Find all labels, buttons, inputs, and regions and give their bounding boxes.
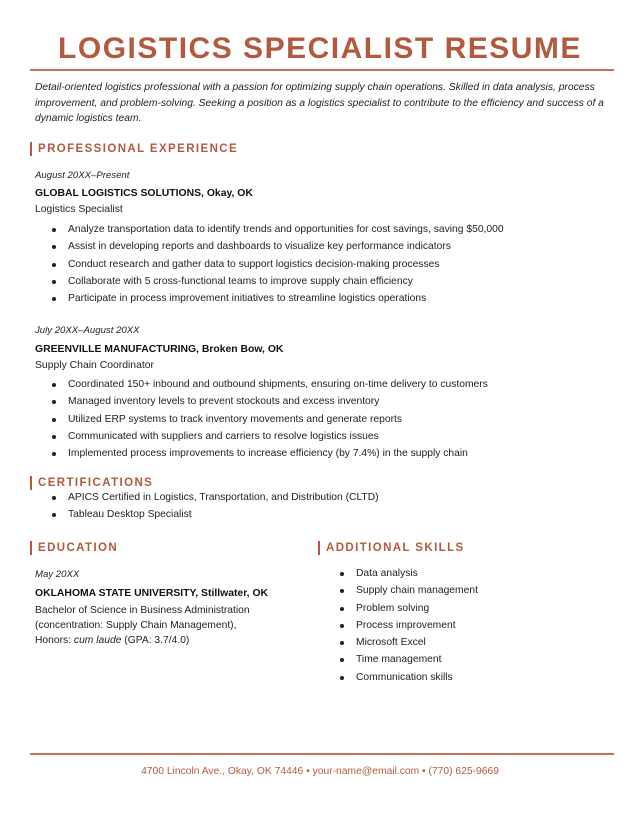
- list-item: Conduct research and gather data to support logistics decision-making processes: [52, 256, 504, 273]
- certifications-list: [52, 489, 379, 524]
- list-item: Communication skills: [340, 669, 478, 686]
- top-divider: [30, 69, 614, 71]
- list-item: Time management: [340, 651, 478, 668]
- honors-latin: cum laude: [73, 635, 122, 646]
- job-2-employer: GREENVILLE MANUFACTURING, Broken Bow, OK: [35, 344, 284, 355]
- education-heading: EDUCATION: [30, 541, 118, 555]
- list-item: Problem solving: [340, 600, 478, 617]
- education-honors: [35, 633, 250, 648]
- honors-gpa: (GPA: 3.7/4.0): [121, 635, 190, 646]
- job-2-dates: July 20XX–August 20XX: [35, 325, 140, 336]
- resume-title: LOGISTICS SPECIALIST RESUME: [58, 32, 582, 65]
- footer-email[interactable]: your-name@email.com: [312, 766, 420, 777]
- list-item: Microsoft Excel: [340, 634, 478, 651]
- list-item: Collaborate with 5 cross-functional teams to improve supply chain efficiency: [52, 273, 504, 290]
- job-1-employer: GLOBAL LOGISTICS SOLUTIONS, Okay, OK: [35, 188, 253, 199]
- certifications-heading: CERTIFICATIONS: [30, 476, 153, 490]
- footer-separator: •: [303, 766, 313, 777]
- education-date: May 20XX: [35, 569, 80, 580]
- list-item: Participate in process improvement initiatives to streamline logistics operations: [52, 290, 504, 307]
- contact-footer: [0, 766, 640, 777]
- job-1-bullets: [52, 221, 504, 307]
- list-item: Implemented process improvements to increase efficiency (by 7.4%) in the supply chain: [52, 445, 488, 462]
- job-1-dates: August 20XX–Present: [35, 170, 130, 181]
- experience-heading: PROFESSIONAL EXPERIENCE: [30, 142, 238, 156]
- job-2-bullets: [52, 376, 488, 462]
- footer-phone[interactable]: (770) 625-9669: [428, 766, 499, 777]
- list-item: Tableau Desktop Specialist: [52, 506, 379, 523]
- footer-separator: •: [419, 766, 429, 777]
- list-item: Utilized ERP systems to track inventory movements and generate reports: [52, 411, 488, 428]
- bottom-divider: [30, 753, 614, 755]
- list-item: Managed inventory levels to prevent stockouts and excess inventory: [52, 393, 488, 410]
- skills-heading: ADDITIONAL SKILLS: [318, 541, 465, 555]
- list-item: APICS Certified in Logistics, Transportation, and Distribution (CLTD): [52, 489, 379, 506]
- list-item: Supply chain management: [340, 582, 478, 599]
- list-item: Assist in developing reports and dashboards to visualize key performance indicators: [52, 238, 504, 255]
- education-degree: Bachelor of Science in Business Administration: [35, 605, 250, 616]
- job-2-role: Supply Chain Coordinator: [35, 360, 154, 371]
- list-item: Data analysis: [340, 565, 478, 582]
- list-item: Communicated with suppliers and carriers to resolve logistics issues: [52, 428, 488, 445]
- education-details: [35, 603, 250, 648]
- education-concentration: (concentration: Supply Chain Management),: [35, 620, 237, 631]
- list-item: Analyze transportation data to identify trends and opportunities for cost savings, saving $50,000: [52, 221, 504, 238]
- job-1-role: Logistics Specialist: [35, 204, 123, 215]
- skills-list: [340, 565, 478, 686]
- list-item: Coordinated 150+ inbound and outbound shipments, ensuring on-time delivery to customers: [52, 376, 488, 393]
- footer-address: 4700 Lincoln Ave., Okay, OK 74446: [141, 766, 304, 777]
- honors-prefix: Honors:: [35, 635, 74, 646]
- education-school: OKLAHOMA STATE UNIVERSITY, Stillwater, OK: [35, 588, 269, 599]
- list-item: Process improvement: [340, 617, 478, 634]
- summary-paragraph: Detail-oriented logistics professional with a passion for optimizing supply chain operations. Skilled in data analysis, process improvement, and problem-solving. Seeking a position as a logistics specialist to contribute to the efficiency and success of a dynamic logistics team.: [35, 82, 604, 124]
